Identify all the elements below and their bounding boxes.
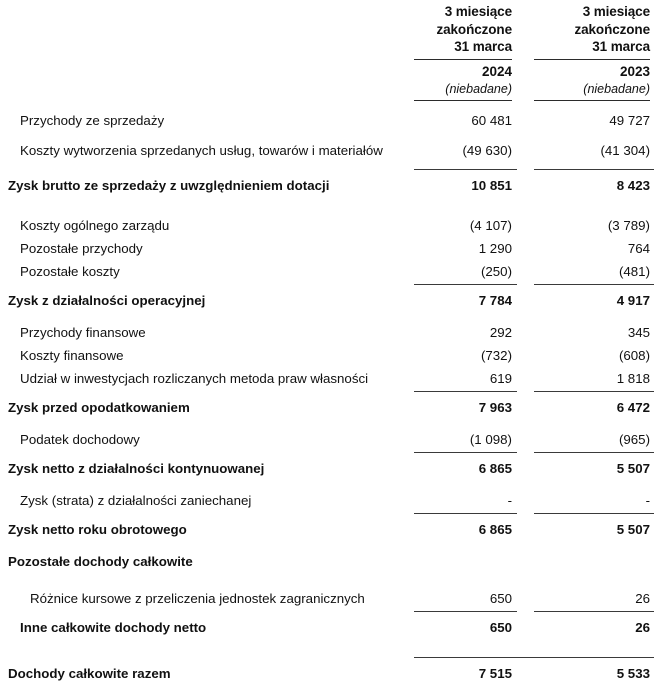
row-label: Koszty wytworzenia sprzedanych usług, towarów i materiałów bbox=[20, 142, 383, 158]
header-year-2024: 2024 bbox=[481, 63, 512, 79]
table-row bbox=[0, 490, 654, 513]
row-value-2024: 7 515 bbox=[478, 666, 512, 681]
row-value-2023: (3 789) bbox=[607, 218, 650, 233]
header-title-2024 bbox=[414, 3, 512, 56]
row-value-2024: 60 481 bbox=[471, 113, 512, 128]
row-value-2023: 5 507 bbox=[616, 522, 650, 537]
row-value-2023: 49 727 bbox=[609, 113, 650, 128]
table-row bbox=[0, 368, 654, 391]
row-value-2023: 26 bbox=[635, 591, 650, 606]
row-value-2023: (608) bbox=[618, 348, 650, 363]
row-value-2023: 6 472 bbox=[616, 400, 650, 415]
row-value-2024: 650 bbox=[489, 591, 512, 606]
row-value-2024: 6 865 bbox=[478, 522, 512, 537]
row-label: Pozostałe przychody bbox=[20, 241, 143, 256]
row-label: Zysk z działalności operacyjnej bbox=[8, 293, 206, 308]
row-value-2024: 7 784 bbox=[478, 293, 512, 308]
table-row-total bbox=[0, 175, 654, 198]
header-year-2023: 2023 bbox=[619, 63, 650, 79]
row-label: Zysk (strata) z działalności zaniechanej bbox=[20, 493, 252, 508]
row-label: Pozostałe koszty bbox=[20, 264, 120, 279]
header-title-line: 3 miesiące bbox=[582, 4, 650, 19]
header-column-2023 bbox=[534, 3, 654, 101]
table-row-total bbox=[0, 290, 654, 313]
table-row bbox=[0, 110, 654, 133]
row-value-2024: (732) bbox=[480, 348, 512, 363]
row-value-2024: 10 851 bbox=[471, 178, 512, 193]
row-value-2024: 619 bbox=[489, 371, 512, 386]
table-row bbox=[0, 429, 654, 452]
table-row bbox=[0, 322, 654, 345]
header-rule-bottom bbox=[534, 100, 650, 101]
row-label: Podatek dochodowy bbox=[20, 432, 140, 447]
header-title-line: 3 miesiące bbox=[444, 4, 512, 19]
row-value-2024: 650 bbox=[489, 620, 512, 635]
row-label: Zysk netto z działalności kontynuowanej bbox=[8, 461, 265, 476]
header-title-line: zakończone bbox=[574, 21, 650, 37]
header-column-2024 bbox=[414, 3, 517, 101]
table-header bbox=[0, 0, 654, 101]
header-audit-note-2024: (niebadane) bbox=[445, 81, 512, 96]
row-spacer bbox=[0, 198, 654, 215]
row-label: Zysk przed opodatkowaniem bbox=[8, 400, 190, 415]
table-row-total bbox=[0, 617, 654, 640]
row-value-2023: - bbox=[645, 493, 650, 508]
row-value-2024: 292 bbox=[489, 325, 512, 340]
row-value-2023: (481) bbox=[618, 264, 650, 279]
table-row bbox=[0, 588, 654, 611]
table-row-total bbox=[0, 458, 654, 481]
table-row bbox=[0, 215, 654, 238]
row-value-2024: (4 107) bbox=[469, 218, 512, 233]
row-label: Inne całkowite dochody netto bbox=[20, 620, 207, 635]
header-title-line: 31 marca bbox=[592, 39, 650, 54]
table-row-total bbox=[0, 519, 654, 542]
row-value-2023: 5 533 bbox=[616, 666, 650, 681]
row-spacer bbox=[0, 574, 654, 588]
row-spacer bbox=[0, 640, 654, 657]
row-value-2023: (41 304) bbox=[600, 142, 650, 158]
row-value-2024: (49 630) bbox=[462, 142, 512, 158]
row-label: Różnice kursowe z przeliczenia jednostek zagranicznych bbox=[30, 591, 365, 606]
header-audit-note-2023: (niebadane) bbox=[583, 81, 650, 96]
row-label: Dochody całkowite razem bbox=[8, 666, 171, 681]
header-title-2023 bbox=[534, 3, 650, 56]
row-value-2024: 6 865 bbox=[478, 461, 512, 476]
row-label: Zysk brutto ze sprzedaży z uwzględnieniem dotacji bbox=[8, 178, 330, 193]
row-spacer bbox=[0, 481, 654, 490]
row-value-2024: (1 098) bbox=[469, 432, 512, 447]
row-value-2023: 764 bbox=[627, 241, 650, 256]
row-value-2023: 1 818 bbox=[616, 371, 650, 386]
row-spacer bbox=[0, 420, 654, 429]
row-label: Koszty finansowe bbox=[20, 348, 124, 363]
row-value-2024: - bbox=[507, 493, 512, 508]
row-label: Pozostałe dochody całkowite bbox=[8, 554, 193, 569]
table-row bbox=[0, 133, 654, 169]
row-label: Zysk netto roku obrotowego bbox=[8, 522, 187, 537]
header-title-line: zakończone bbox=[436, 21, 512, 37]
row-value-2023: (965) bbox=[618, 432, 650, 447]
row-spacer bbox=[0, 313, 654, 322]
row-value-2023: 5 507 bbox=[616, 461, 650, 476]
table-row-total bbox=[0, 397, 654, 420]
row-label: Przychody ze sprzedaży bbox=[20, 113, 165, 128]
row-value-2024: (250) bbox=[480, 264, 512, 279]
row-spacer bbox=[0, 542, 654, 551]
table-row-section bbox=[0, 551, 654, 574]
row-label: Koszty ogólnego zarządu bbox=[20, 218, 170, 233]
table-row-grand-total bbox=[0, 663, 654, 686]
row-value-2024: 1 290 bbox=[478, 241, 512, 256]
row-value-2023: 4 917 bbox=[616, 293, 650, 308]
table-row bbox=[0, 345, 654, 368]
table-row bbox=[0, 261, 654, 284]
row-label: Przychody finansowe bbox=[20, 325, 146, 340]
header-title-line: 31 marca bbox=[454, 39, 512, 54]
table-row bbox=[0, 238, 654, 261]
row-value-2023: 8 423 bbox=[616, 178, 650, 193]
row-value-2024: 7 963 bbox=[478, 400, 512, 415]
row-label: Udział w inwestycjach rozliczanych metoda praw własności bbox=[20, 371, 369, 386]
row-value-2023: 26 bbox=[635, 620, 650, 635]
row-value-2023: 345 bbox=[627, 325, 650, 340]
header-rule-bottom bbox=[414, 100, 512, 101]
table-body bbox=[0, 110, 654, 686]
